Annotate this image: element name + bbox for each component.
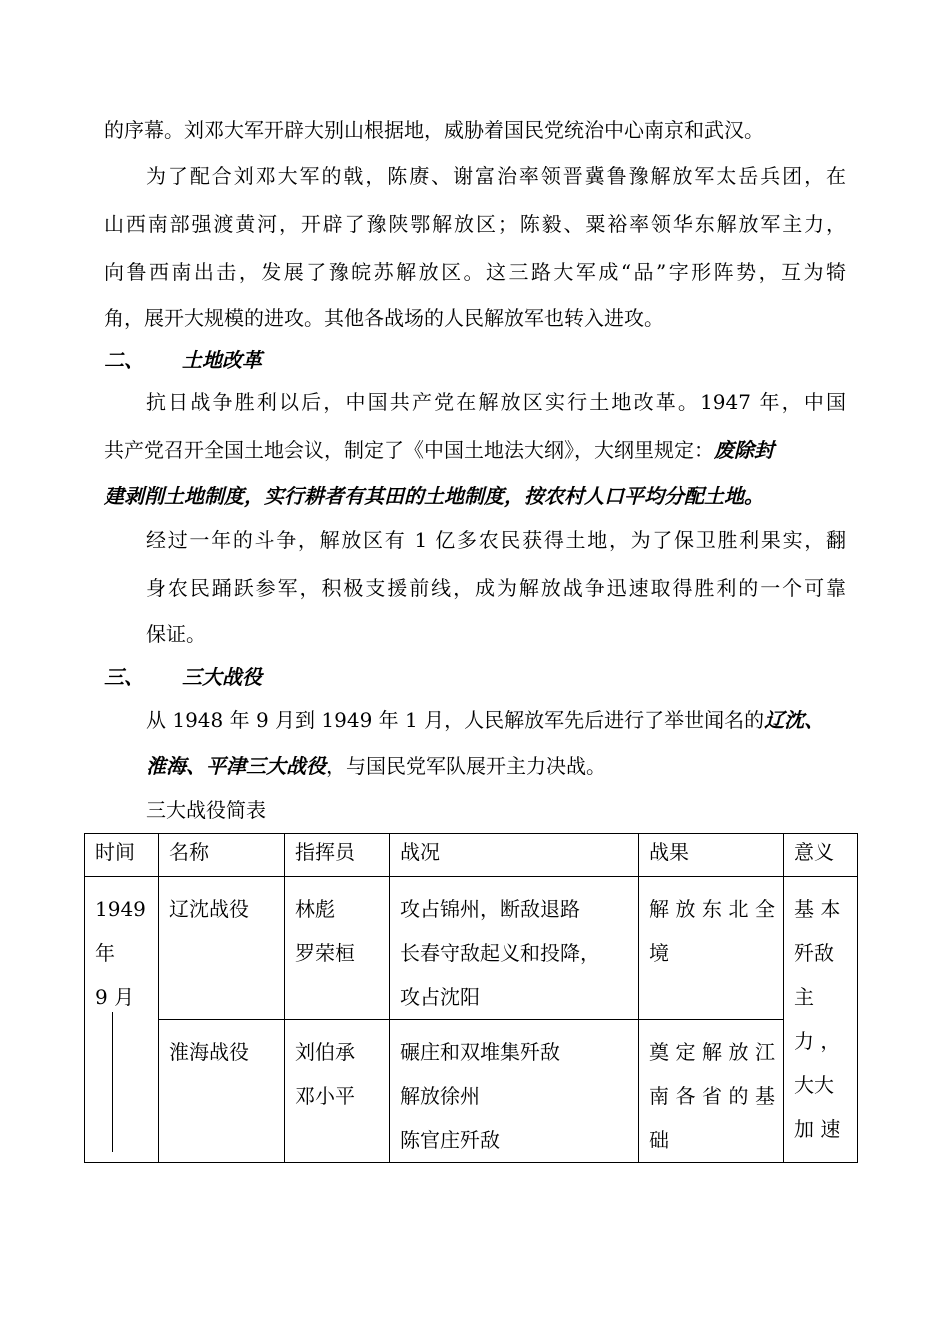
paragraph-line — [146, 754, 606, 778]
header-name: 名称 — [159, 834, 285, 877]
result-cell — [639, 877, 784, 1020]
section-title: 土地改革 — [182, 348, 262, 372]
header-situation: 战况 — [390, 834, 639, 877]
result-line: 解放东北全 — [649, 897, 775, 921]
result-cell — [639, 1020, 784, 1163]
significance-cell — [784, 877, 858, 1163]
situation-line: 长春守敌起义和投降， — [400, 941, 600, 965]
significance-line: 主 — [794, 985, 814, 1009]
paragraph-line: 角，展开大规模的进攻。其他各战场的人民解放军也转入进攻。 — [104, 306, 664, 330]
time-line: 9 月 — [95, 985, 135, 1009]
paragraph-line: 山西南部强渡黄河，开辟了豫陕鄂解放区；陈毅、粟裕率领华东解放军主力， — [104, 212, 846, 236]
plain-text: 共产党召开全国土地会议，制定了《中国土地法大纲》，大纲里规定： — [104, 438, 714, 462]
result-line: 础 — [649, 1128, 669, 1152]
paragraph-line: 为了配合刘邓大军的戟，陈赓、谢富治率领晋冀鲁豫解放军太岳兵团，在 — [146, 164, 846, 188]
commander: 邓小平 — [295, 1084, 355, 1108]
paragraph-line: 向鲁西南出击，发展了豫皖苏解放区。这三路大军成“品”字形阵势，互为犄 — [104, 260, 846, 284]
time-line: 1949 — [95, 897, 146, 921]
time-line: 年 — [95, 941, 115, 965]
header-result: 战果 — [639, 834, 784, 877]
battle-name-cell: 淮海战役 — [159, 1020, 285, 1163]
emphasis-line: 建剥削土地制度，实行耕者有其田的土地制度，按农村人口平均分配土地。 — [104, 484, 764, 508]
situation-line: 攻占沈阳 — [400, 985, 480, 1009]
situation-line: 碾庄和双堆集歼敌 — [400, 1040, 560, 1064]
situation-line: 解放徐州 — [400, 1084, 480, 1108]
paragraph-line: 身农民踊跃参军，积极支援前线，成为解放战争迅速取得胜利的一个可靠 — [146, 576, 846, 600]
timeline-bar — [112, 1012, 113, 1152]
commander: 刘伯承 — [295, 1040, 355, 1064]
significance-line: 歼敌 — [794, 941, 834, 965]
situation-line: 攻占锦州，断敌退路 — [400, 897, 580, 921]
emphasis-text: 废除封 — [714, 438, 774, 462]
paragraph-line — [146, 708, 824, 732]
table-row — [85, 1020, 858, 1163]
plain-text: 从 1948 年 9 月到 1949 年 1 月，人民解放军先后进行了举世闻名的 — [146, 708, 765, 732]
section-number: 三、 — [104, 665, 144, 689]
result-line: 境 — [649, 941, 669, 965]
situation-cell — [390, 1020, 639, 1163]
significance-line: 力 ， — [794, 1029, 841, 1053]
battles-table — [84, 833, 858, 1163]
table-header-row — [85, 834, 858, 877]
plain-text: ，与国民党军队展开主力决战。 — [326, 754, 606, 778]
significance-line: 大大 — [794, 1073, 834, 1097]
time-cell — [85, 877, 159, 1163]
situation-line: 陈官庄歼敌 — [400, 1128, 500, 1152]
commanders-cell — [285, 1020, 390, 1163]
paragraph-line: 抗日战争胜利以后，中国共产党在解放区实行土地改革。1947 年，中国 — [146, 390, 846, 414]
section-title: 三大战役 — [182, 665, 262, 689]
situation-cell — [390, 877, 639, 1020]
paragraph-line — [104, 438, 774, 462]
result-line: 南各省的基 — [649, 1084, 775, 1108]
paragraph-line: 的序幕。刘邓大军开辟大别山根据地，威胁着国民党统治中心南京和武汉。 — [104, 118, 764, 142]
table-row — [85, 877, 858, 1020]
commanders-cell — [285, 877, 390, 1020]
section-number: 二、 — [104, 348, 144, 372]
header-significance: 意义 — [784, 834, 858, 877]
emphasis-text: 淮海、平津三大战役 — [146, 754, 326, 778]
commander: 林彪 — [295, 897, 335, 921]
paragraph-line: 保证。 — [146, 622, 206, 646]
result-line: 奠定解放江 — [649, 1040, 775, 1064]
commander: 罗荣桓 — [295, 941, 355, 965]
significance-line: 加 速 — [794, 1117, 841, 1141]
battle-name-cell: 辽沈战役 — [159, 877, 285, 1020]
table-caption: 三大战役简表 — [146, 798, 266, 822]
paragraph-line: 经过一年的斗争，解放区有 1 亿多农民获得土地，为了保卫胜利果实，翻 — [146, 528, 846, 552]
significance-line: 基 本 — [794, 897, 841, 921]
header-time: 时间 — [85, 834, 159, 877]
header-commanders: 指挥员 — [285, 834, 390, 877]
emphasis-text: 辽沈、 — [764, 708, 825, 732]
